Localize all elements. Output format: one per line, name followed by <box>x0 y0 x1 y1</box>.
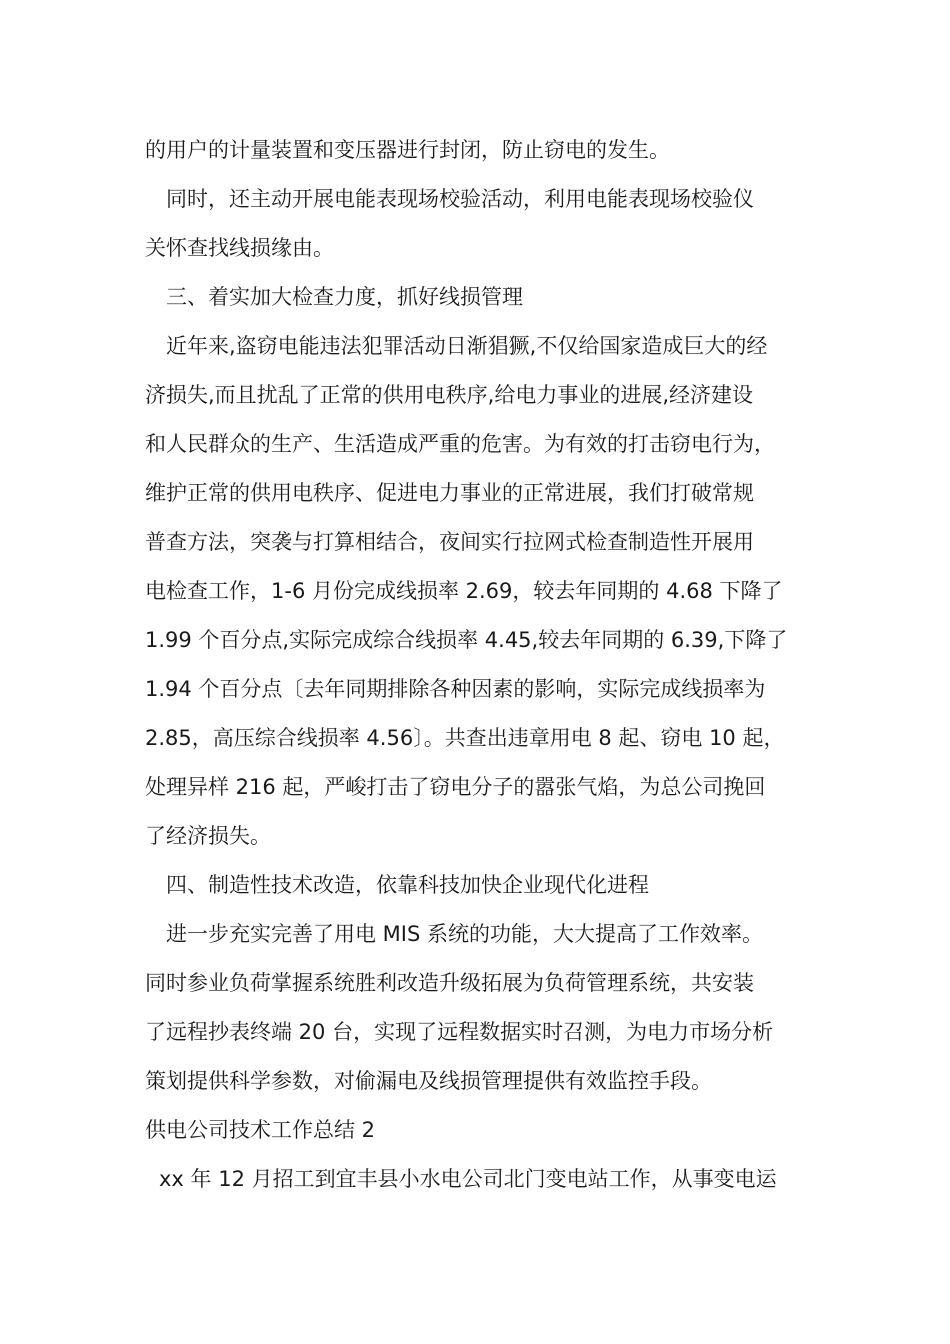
text-line: 近年来,盗窃电能违法犯罪活动日渐猖獗,不仅给国家造成巨大的经 <box>166 334 768 358</box>
text-line: 维护正常的供用电秩序、促进电力事业的正常进展，我们打破常规 <box>145 481 754 505</box>
document-body <box>145 126 825 1204</box>
text-line: 了经济损失。 <box>145 824 271 848</box>
text-line: 2.85，高压综合线损率 4.56〕。共查出违章用电 8 起、窃电 10 起， <box>145 726 785 750</box>
text-line: 进一步充实完善了用电 MIS 系统的功能，大大提高了工作效率。 <box>166 922 763 946</box>
text-line: 同时参业负荷掌握系统胜利改造升级拓展为负荷管理系统，共安装 <box>145 971 754 995</box>
text-line: xx 年 12 月招工到宜丰县小水电公司北门变电站工作，从事变电运 <box>159 1167 777 1191</box>
text-line: 处理异样 216 起，严峻打击了窃电分子的嚣张气焰，为总公司挽回 <box>145 775 766 799</box>
text-line: 策划提供科学参数，对偷漏电及线损管理提供有效监控手段。 <box>145 1069 712 1093</box>
section-heading: 三、着实加大检查力度，抓好线损管理 <box>166 285 523 309</box>
text-line: 和人民群众的生产、生活造成严重的危害。为有效的打击窃电行为， <box>145 432 775 456</box>
document-title: 供电公司技术工作总结 2 <box>145 1118 376 1142</box>
text-line: 普查方法，突袭与打算相结合，夜间实行拉网式检查制造性开展用 <box>145 530 754 554</box>
text-line: 电检查工作，1-6 月份完成线损率 2.69，较去年同期的 4.68 下降了 <box>145 579 783 603</box>
text-line: 济损失,而且扰乱了正常的供用电秩序,给电力事业的进展,经济建设 <box>145 383 754 407</box>
text-line: 的用户的计量装置和变压器进行封闭，防止窃电的发生。 <box>145 138 670 162</box>
text-line: 1.99 个百分点,实际完成综合线损率 4.45,较去年同期的 6.39,下降了 <box>145 628 788 652</box>
section-heading: 四、制造性技术改造，依靠科技加快企业现代化进程 <box>166 873 649 897</box>
text-line: 了远程抄表终端 20 台，实现了远程数据实时召测，为电力市场分析 <box>145 1020 774 1044</box>
text-line: 关怀查找线损缘由。 <box>145 236 334 260</box>
text-line: 1.94 个百分点〔去年同期排除各种因素的影响，实际完成线损率为 <box>145 677 766 701</box>
text-line: 同时，还主动开展电能表现场校验活动，利用电能表现场校验仪 <box>166 187 754 211</box>
